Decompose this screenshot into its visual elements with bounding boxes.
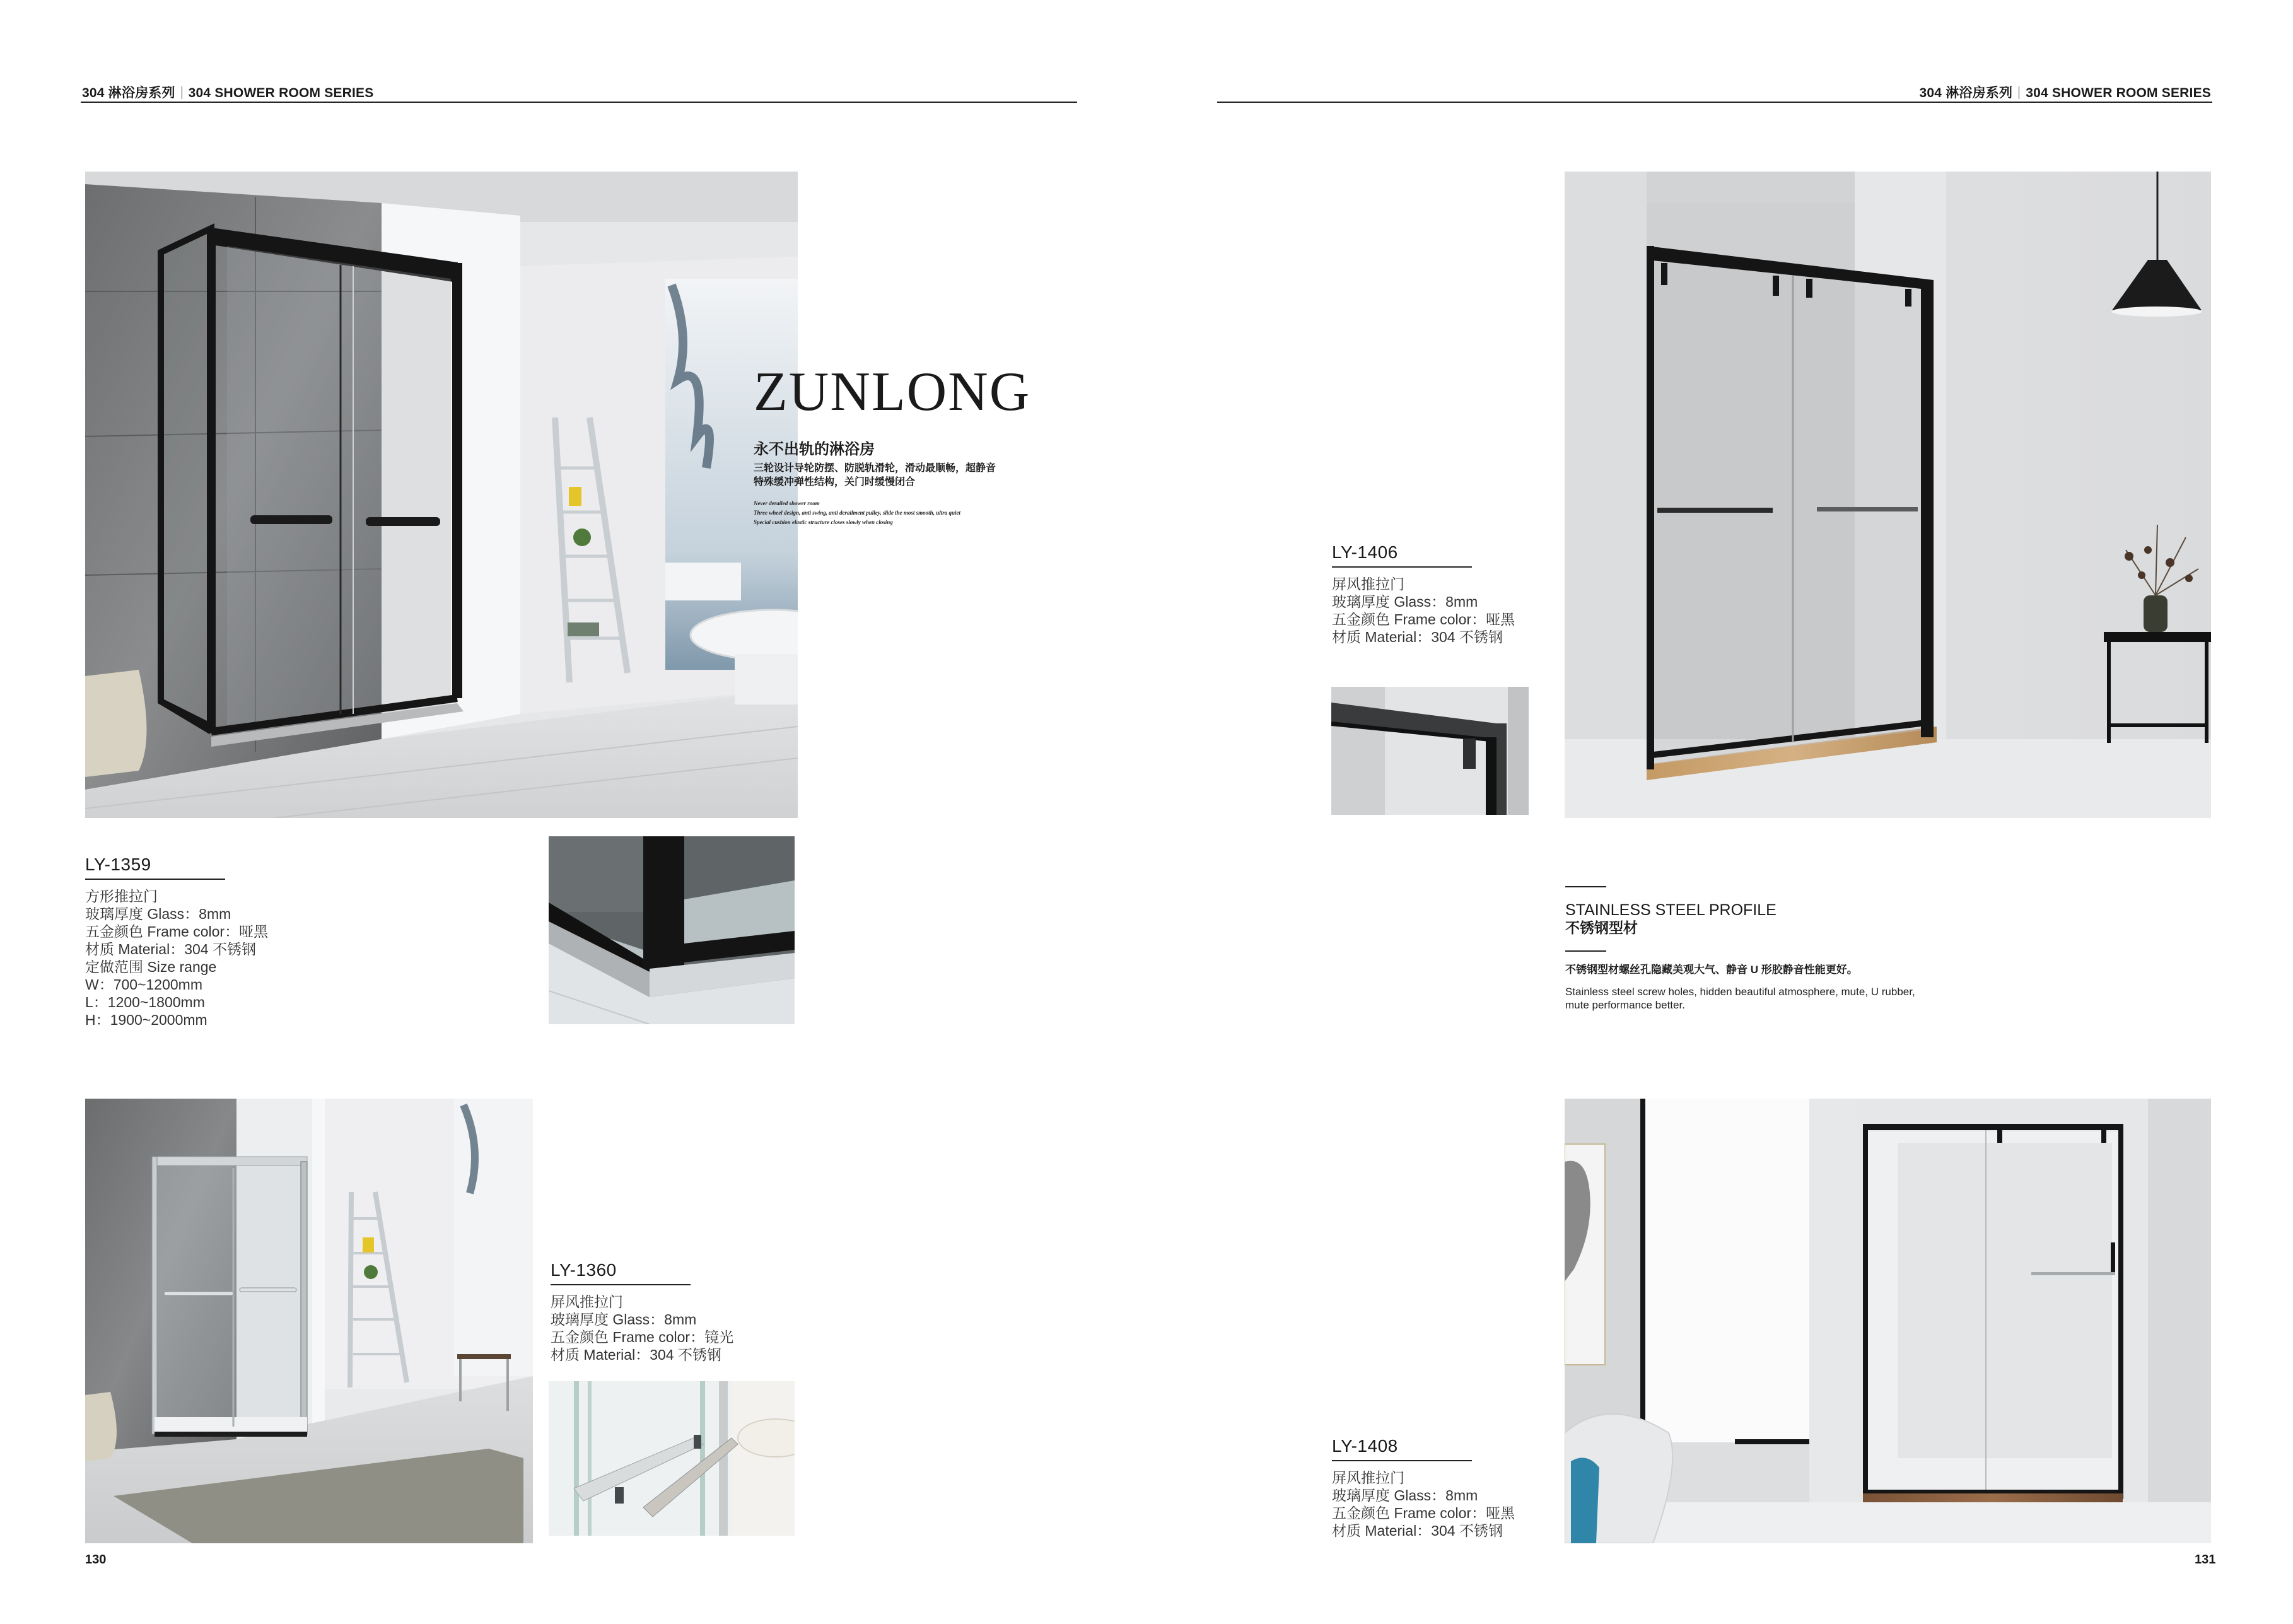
spec-type: 屏风推拉门 [1332,576,1404,592]
single-sliding-shower-scene [1565,1099,2211,1543]
spec-list [551,1293,733,1364]
shower-enclosure-scene [85,172,798,818]
spec-frame-color: 五金颜色 Frame color：镜光 [551,1329,734,1345]
spec-type: 屏风推拉门 [551,1294,623,1310]
photo-ly-1359 [85,172,798,818]
header-en: 304 SHOWER ROOM SERIES [2026,86,2211,100]
product-info-ly-1408 [1332,1436,1515,1539]
spec-frame-color: 五金颜色 Frame color：哑黑 [1332,1505,1515,1521]
photo-ly-1406 [1565,172,2211,818]
spec-size-range: 定做范围 Size range [85,959,217,975]
page-number-left: 130 [85,1553,107,1567]
left-header-rule [81,102,1077,103]
page-number-right: 131 [2195,1553,2216,1567]
spec-glass: 玻璃厚度 Glass：8mm [85,906,231,922]
spec-frame-color: 五金颜色 Frame color：哑黑 [1332,611,1515,628]
top-corner-detail [1331,687,1529,815]
product-info-ly-1359 [85,855,268,1029]
model-rule [551,1284,691,1285]
brand-desc-en: Never derailed shower room Three wheel design, anti swing, anti derailment pulley, slide the most smooth, ultra quiet Special cushion elastic structure closes slowly when closing [754,500,960,525]
model-rule [85,879,225,880]
model-number: LY-1360 [551,1260,617,1280]
model-number: LY-1408 [1332,1436,1398,1456]
spec-material: 材质 Material：304 不锈钢 [1332,629,1503,645]
brand-desc-cn: 三轮设计导轮防摆、防脱轨滑轮，滑动最顺畅，超静音 特殊缓冲弹性结构，关门时缓慢闭合 [754,462,996,488]
model-rule [1332,1460,1472,1461]
spec-height: H：1900~2000mm [85,1012,207,1028]
polished-shower-scene [85,1099,533,1543]
spec-list [85,887,268,1029]
photo-ly-1360 [85,1099,533,1543]
spec-glass: 玻璃厚度 Glass：8mm [1332,593,1478,610]
product-info-ly-1360 [551,1260,733,1364]
spec-type: 方形推拉门 [85,888,158,904]
detail-photo-ly-1406 [1331,687,1529,815]
spec-length: L：1200~1800mm [85,994,205,1010]
model-number: LY-1359 [85,855,151,874]
header-cn: 304 淋浴房系列 [1919,86,2013,100]
corner-base-detail [549,836,795,1024]
feature-title-cn: 不锈钢型材 [1565,920,1638,936]
detail-photo-ly-1360 [549,1381,795,1536]
feature-stainless-steel-profile [1565,886,2070,1012]
spec-material: 材质 Material：304 不锈钢 [1332,1522,1503,1539]
spec-list [1332,1469,1515,1539]
right-header-rule [1217,102,2212,103]
feature-rule-top [1565,886,1606,887]
model-rule [1332,566,1472,568]
product-info-ly-1406 [1332,542,1515,646]
header-cn: 304 淋浴房系列 [82,86,175,100]
towel-bar-detail [549,1381,795,1536]
brand-logo: ZUNLONG [754,361,1031,423]
spec-list [1332,575,1515,646]
spec-width: W：700~1200mm [85,976,202,993]
left-page-header [82,83,373,102]
feature-title-en: STAINLESS STEEL PROFILE [1565,901,1777,919]
black-frame [161,228,457,733]
spec-glass: 玻璃厚度 Glass：8mm [551,1311,697,1328]
photo-ly-1408 [1565,1099,2211,1543]
brand-tagline-cn: 永不出轨的淋浴房 [754,440,875,458]
spec-material: 材质 Material：304 不锈钢 [551,1347,721,1363]
spec-type: 屏风推拉门 [1332,1469,1404,1486]
spec-frame-color: 五金颜色 Frame color：哑黑 [85,923,269,940]
model-number: LY-1406 [1332,542,1398,562]
header-en: 304 SHOWER ROOM SERIES [188,86,374,100]
detail-photo-ly-1359 [549,836,795,1024]
feature-desc-cn: 不锈钢型材螺丝孔隐藏美观大气、静音 U 形胶静音性能更好。 [1565,964,1858,976]
double-sliding-shower-scene [1565,172,2211,818]
feature-rule-bottom [1565,950,1606,952]
spec-glass: 玻璃厚度 Glass：8mm [1332,1487,1478,1504]
right-page-header [1920,83,2211,102]
feature-desc-en: Stainless steel screw holes, hidden beautiful atmosphere, mute, U rubber, mute performance better. [1565,986,1915,1011]
brand-block [754,361,1056,527]
spec-material: 材质 Material：304 不锈钢 [85,941,256,957]
